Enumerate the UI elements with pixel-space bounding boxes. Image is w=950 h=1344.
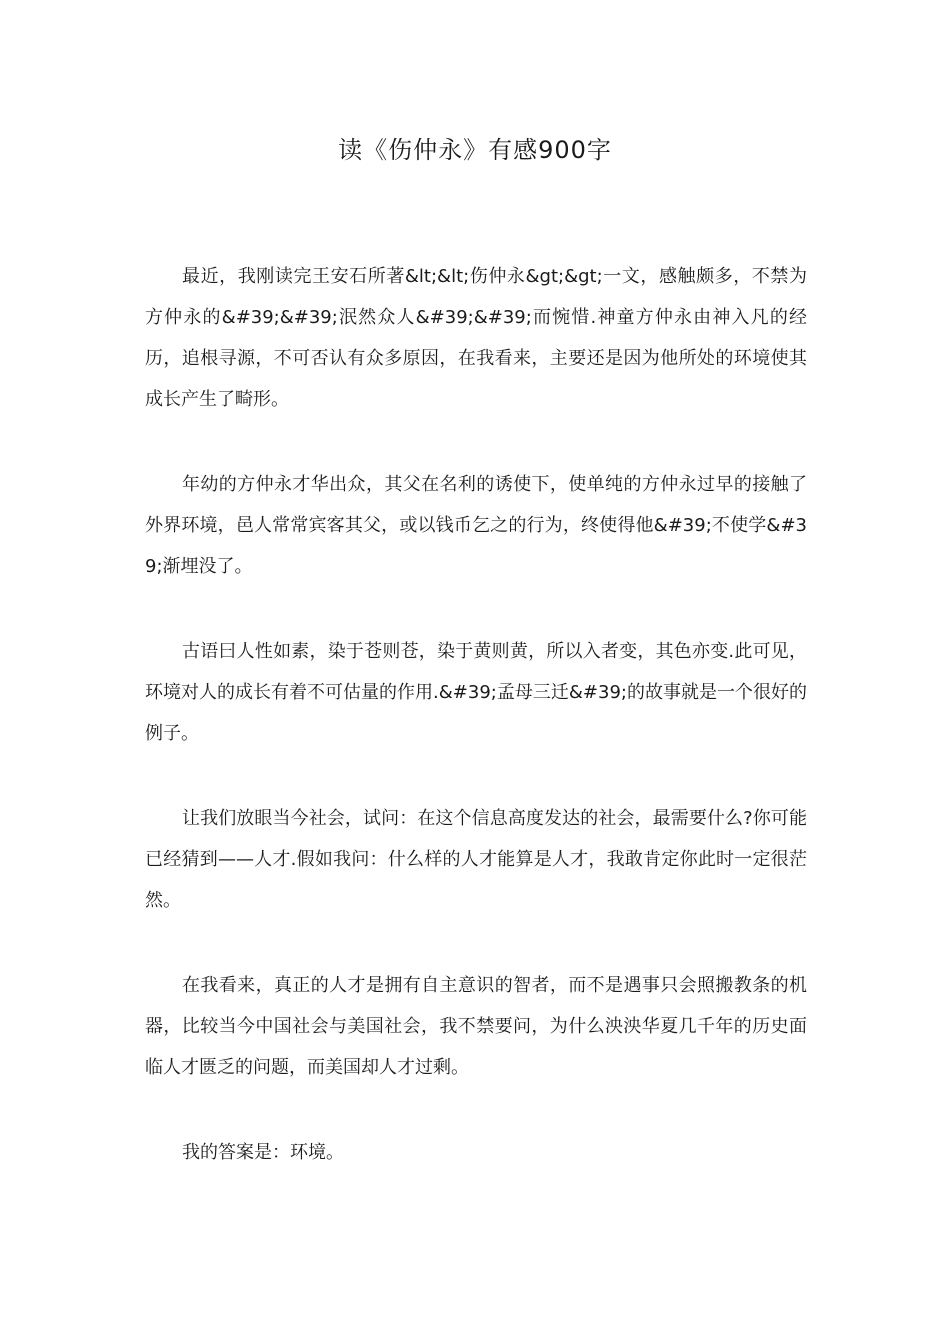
document-body: [145, 256, 807, 1217]
paragraph-5: 在我看来，真正的人才是拥有自主意识的智者，而不是遇事只会照搬教条的机器，比较当今中国社会与美国社会，我不禁要问，为什么泱泱华夏几千年的历史面临人才匮乏的问题，而美国却人才过剩。: [145, 975, 807, 1078]
paragraph-3: 古语曰人性如素，染于苍则苍，染于黄则黄，所以入者变，其色亦变.此可见，环境对人的成长有着不可估量的作用.&#39;孟母三迁&#39;的故事就是一个很好的例子。: [145, 641, 807, 744]
page-title: 读《伤仲永》有感900字: [338, 136, 612, 164]
paragraph-6: 我的答案是：环境。: [182, 1142, 344, 1163]
paragraph-2: 年幼的方仲永才华出众，其父在名利的诱使下，使单纯的方仲永过早的接触了外界环境，邑人常常宾客其父，或以钱币乞之的行为，终使得他&#39;不使学&#39;渐埋没了。: [145, 474, 807, 577]
paragraph-4: 让我们放眼当今社会，试问：在这个信息高度发达的社会，最需要什么?你可能已经猜到——人才.假如我问：什么样的人才能算是人才，我敢肯定你此时一定很茫然。: [145, 808, 807, 911]
paragraph-1: 最近，我刚读完王安石所著&lt;&lt;伤仲永&gt;&gt;一文，感触颇多，不禁为方仲永的&#39;&#39;泯然众人&#39;&#39;而惋惜.神童方仲永由神入凡的经历，追根寻源，不可否认有众多原因，在我看来，主要还是因为他所处的环境使其成长产生了畸形。: [145, 266, 807, 410]
